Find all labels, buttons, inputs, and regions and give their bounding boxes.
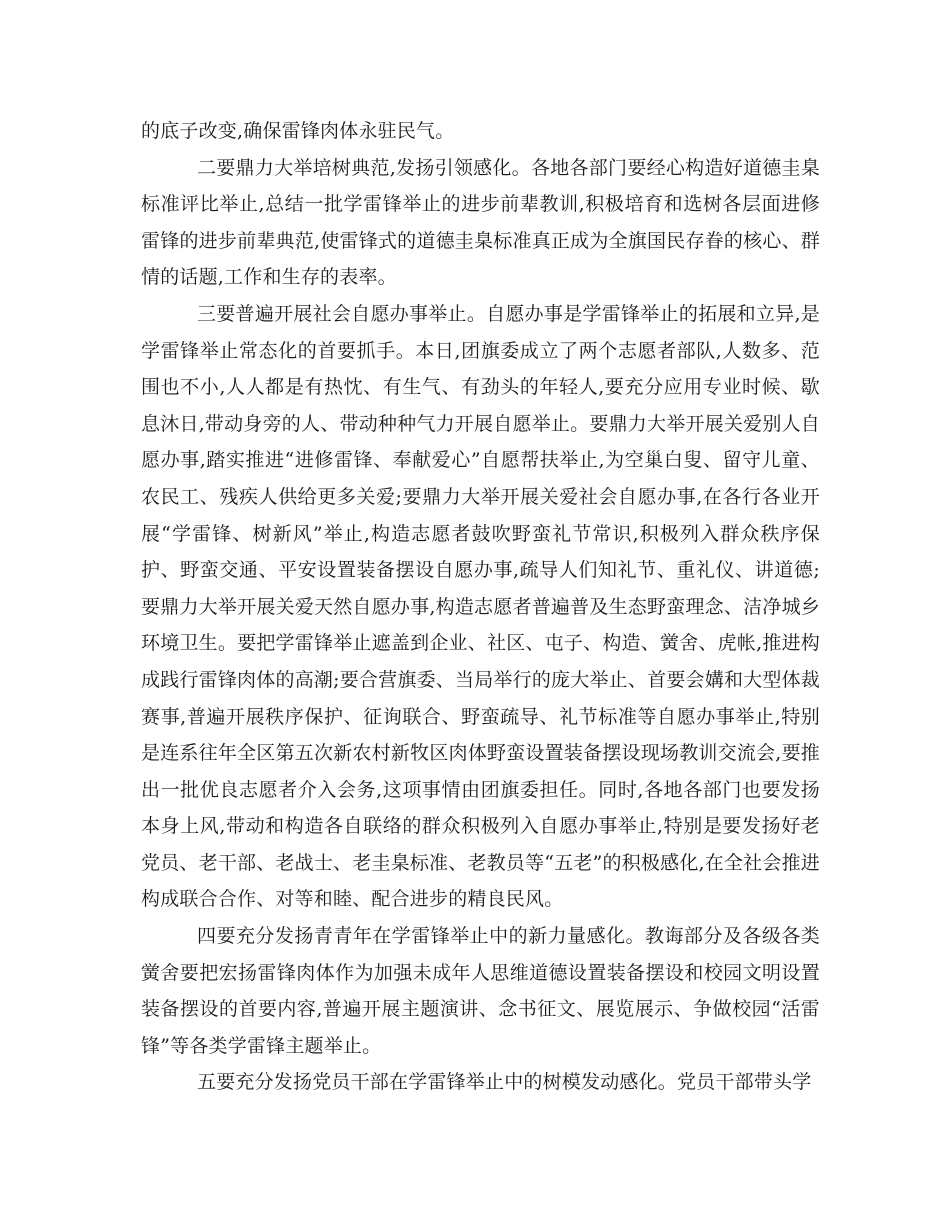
paragraph-point-four: 四要充分发扬青青年在学雷锋举止中的新力量感化。教诲部分及各级各类黉舍要把宏扬雷锋肉体作为加强未成年人思维道德设置装备摆设和校园文明设置装备摆设的首要内容,普遍开展主题演讲、念书征文、展览展示、争做校园“活雷锋”等各类学雷锋主题举止。 <box>141 925 820 1057</box>
paragraph-point-three: 三要普遍开展社会自愿办事举止。自愿办事是学雷锋举止的拓展和立异,是学雷锋举止常态化的首要抓手。本日,团旗委成立了两个志愿者部队,人数多、范围也不小,人人都是有热忱、有生气、有劲头的年轻人,要充分应用专业时候、歇息沐日,带动身旁的人、带动种种气力开展自愿举止。要鼎力大举开展关爱别人自愿办事,踏实推进“进修雷锋、奉献爱心”自愿帮扶举止,为空巢白叟、留守儿童、农民工、残疾人供给更多关爱;要鼎力大举开展关爱社会自愿办事,在各行各业开展“学雷锋、树新风”举止,构造志愿者鼓吹野蛮礼节常识,积极列入群众秩序保护、野蛮交通、平安设置装备摆设自愿办事,疏导人们知礼节、重礼仪、讲道德;要鼎力大举开展关爱天然自愿办事,构造志愿者普遍普及生态野蛮理念、洁净城乡环境卫生。要把学雷锋举止遮盖到企业、社区、屯子、构造、黉舍、虎帐,推进构成践行雷锋肉体的高潮;要合营旗委、当局举行的庞大举止、首要会媾和大型体裁赛事,普遍开展秩序保护、征询联合、野蛮疏导、礼节标准等自愿办事举止,特别是连系往年全区第五次新农村新牧区肉体野蛮设置装备摆设现场教训交流会,要推出一批优良志愿者介入会务,这项事情由团旗委担任。同时,各地各部门也要发扬本身上风,带动和构造各自联络的群众积极列入自愿办事举止,特别是要发扬好老党员、老干部、老战士、老圭臬标准、老教员等“五老”的积极感化,在全社会推进构成联合合作、对等和睦、配合进步的精良民风。 <box>141 302 820 911</box>
paragraph-point-five: 五要充分发扬党员干部在学雷锋举止中的树模发动感化。党员干部带头学 <box>197 1071 812 1094</box>
paragraph-point-two: 二要鼎力大举培树典范,发扬引领感化。各地各部门要经心构造好道德圭臬标准评比举止,总结一批学雷锋举止的进步前辈教训,积极培育和选树各层面进修雷锋的进步前辈典范,使雷锋式的道德圭臬标准真正成为全旗国民存眷的核心、群情的话题,工作和生存的表率。 <box>141 156 820 289</box>
paragraph-continuation: 的底子改变,确保雷锋肉体永驻民气。 <box>141 120 455 142</box>
